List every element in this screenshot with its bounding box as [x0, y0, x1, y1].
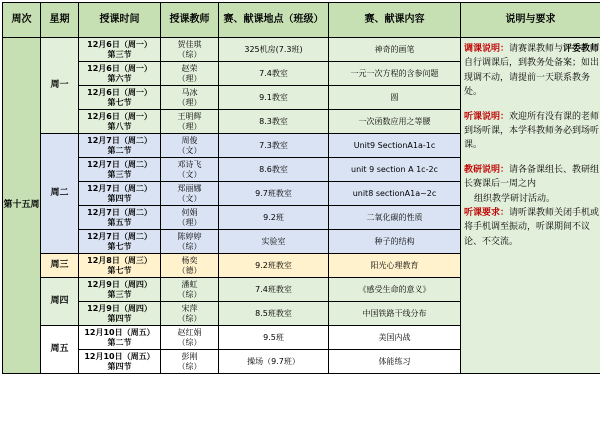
period-text: 第七节	[107, 241, 132, 251]
place-cell: 操场（9.7班）	[219, 350, 329, 374]
content-cell: 二氧化碳的性质	[329, 206, 461, 230]
period-text: 第四节	[107, 193, 132, 203]
note-research	[464, 163, 600, 192]
day-cell-tue: 周二	[41, 134, 79, 254]
content-cell: 一元一次方程的含参问题	[329, 62, 461, 86]
day-cell-mon: 周一	[41, 38, 79, 134]
time-cell	[79, 62, 161, 86]
date-text: 12月7日（周二）	[87, 160, 152, 170]
teacher-subject: （综）	[177, 49, 202, 59]
teacher-cell	[161, 278, 219, 302]
note-transfer-label: 调课说明：	[464, 44, 510, 54]
teacher-name: 王明辉	[177, 112, 202, 122]
note-listen-text: 欢迎所有没有课的老师到场听课，本学科教师务必到场听课。	[464, 111, 600, 151]
date-text: 12月10日（周五）	[84, 352, 155, 362]
teacher-name: 郑丽娜	[177, 184, 202, 194]
date-text: 12月8日（周三）	[87, 256, 152, 266]
teacher-subject: （文）	[177, 145, 202, 155]
day-cell-thu: 周四	[41, 278, 79, 326]
content-cell: 种子的结构	[329, 230, 461, 254]
place-cell: 9.2班	[219, 206, 329, 230]
period-text: 第五节	[107, 217, 132, 227]
teacher-subject: （综）	[177, 313, 202, 323]
teacher-name: 潘虹	[181, 280, 198, 290]
teacher-subject: （德）	[177, 265, 202, 275]
teacher-name: 赵红娟	[177, 328, 202, 338]
note-transfer	[464, 42, 600, 100]
header-place: 赛、献课地点（班级）	[219, 3, 329, 38]
content-cell: 中国铁路干线分布	[329, 302, 461, 326]
teacher-subject: （综）	[177, 289, 202, 299]
teacher-cell	[161, 326, 219, 350]
teacher-subject: （综）	[177, 361, 202, 371]
table-row	[3, 38, 600, 62]
content-cell: 一次函数应用之等腰	[329, 110, 461, 134]
period-text: 第六节	[107, 73, 132, 83]
note-listen	[464, 110, 600, 153]
teacher-name: 邓诗飞	[177, 160, 202, 170]
teacher-name: 赵荣	[181, 64, 198, 74]
teacher-subject: （理）	[177, 97, 202, 107]
place-cell: 9.7班教室	[219, 182, 329, 206]
date-text: 12月9日（周四）	[87, 280, 152, 290]
time-cell	[79, 206, 161, 230]
teacher-name: 贺佳琪	[177, 40, 202, 50]
note-transfer-text-b: 自行调课后，到教务处备案；如出现调不动，请提前一天联系教务处。	[464, 58, 600, 98]
date-text: 12月6日（周一）	[87, 64, 152, 74]
teacher-subject: （文）	[177, 169, 202, 179]
header-notes: 说明与要求	[461, 3, 600, 38]
content-cell: Unit9 SectionA1a-1c	[329, 134, 461, 158]
period-text: 第四节	[107, 361, 132, 371]
header-day: 星期	[41, 3, 79, 38]
header-teacher: 授课教师	[161, 3, 219, 38]
day-cell-fri: 周五	[41, 326, 79, 374]
content-cell: 阳光心理教育	[329, 254, 461, 278]
schedule-table	[2, 2, 600, 374]
place-cell: 8.5班教室	[219, 302, 329, 326]
place-cell: 9.5班	[219, 326, 329, 350]
content-cell: 圆	[329, 86, 461, 110]
period-text: 第四节	[107, 313, 132, 323]
place-cell: 325机房(7.3班)	[219, 38, 329, 62]
teacher-cell	[161, 86, 219, 110]
teacher-cell	[161, 38, 219, 62]
date-text: 12月9日（周四）	[87, 304, 152, 314]
notes-cell	[461, 38, 600, 374]
period-text: 第三节	[107, 289, 132, 299]
header-content: 赛、献课内容	[329, 3, 461, 38]
note-research-cont: 组织教学研讨活动。	[474, 193, 556, 204]
place-cell: 7.4教室	[219, 62, 329, 86]
teacher-subject: （文）	[177, 193, 202, 203]
place-cell: 实验室	[219, 230, 329, 254]
period-text: 第三节	[107, 169, 132, 179]
date-text: 12月10日（周五）	[84, 328, 155, 338]
date-text: 12月7日（周二）	[87, 136, 152, 146]
place-cell: 7.4班教室	[219, 278, 329, 302]
teacher-cell	[161, 134, 219, 158]
note-require-label: 听课要求：	[464, 207, 510, 218]
time-cell	[79, 230, 161, 254]
date-text: 12月6日（周一）	[87, 40, 152, 50]
period-text: 第七节	[107, 265, 132, 275]
content-cell: 体能练习	[329, 350, 461, 374]
note-require	[464, 206, 600, 249]
period-text: 第二节	[107, 337, 132, 347]
date-text: 12月7日（周二）	[87, 208, 152, 218]
teacher-name: 宋萍	[181, 304, 198, 314]
date-text: 12月6日（周一）	[87, 112, 152, 122]
note-research-label: 教研说明：	[464, 164, 510, 175]
content-cell: 神奇的画笔	[329, 38, 461, 62]
note-research-text-a: 请各备课组长、教研组长赛课后一周之内	[464, 164, 600, 190]
day-cell-wed: 周三	[41, 254, 79, 278]
teacher-subject: （理）	[177, 73, 202, 83]
content-cell: 美国内战	[329, 326, 461, 350]
period-text: 第七节	[107, 97, 132, 107]
time-cell	[79, 182, 161, 206]
time-cell	[79, 38, 161, 62]
content-cell: 《感受生命的意义》	[329, 278, 461, 302]
date-text: 12月7日（周二）	[87, 184, 152, 194]
teacher-cell	[161, 350, 219, 374]
period-text: 第八节	[107, 121, 132, 131]
teacher-cell	[161, 158, 219, 182]
teacher-subject: （理）	[177, 217, 202, 227]
date-text: 12月7日（周二）	[87, 232, 152, 242]
teacher-name: 彭刚	[181, 352, 198, 362]
content-cell: unit 9 section A 1c-2c	[329, 158, 461, 182]
place-cell: 9.1教室	[219, 86, 329, 110]
teacher-subject: （综）	[177, 337, 202, 347]
time-cell	[79, 254, 161, 278]
teacher-cell	[161, 206, 219, 230]
period-text: 第二节	[107, 145, 132, 155]
note-require-text: 请听课教师关闭手机或将手机调至振动，听课期间不议论、不交流。	[464, 207, 600, 247]
date-text: 12月6日（周一）	[87, 88, 152, 98]
teacher-cell	[161, 254, 219, 278]
time-cell	[79, 158, 161, 182]
content-cell: unit8 sectionA1a~2c	[329, 182, 461, 206]
place-cell: 9.2班教室	[219, 254, 329, 278]
period-text: 第三节	[107, 49, 132, 59]
time-cell	[79, 350, 161, 374]
header-week: 周次	[3, 3, 41, 38]
teacher-cell	[161, 302, 219, 326]
teacher-name: 周俊	[181, 136, 198, 146]
time-cell	[79, 302, 161, 326]
note-listen-label: 听课说明：	[464, 111, 510, 122]
teacher-cell	[161, 182, 219, 206]
place-cell: 8.6教室	[219, 158, 329, 182]
teacher-subject: （理）	[177, 121, 202, 131]
teacher-name: 马冰	[181, 88, 198, 98]
teacher-cell	[161, 110, 219, 134]
note-transfer-bold: 评委教师	[563, 44, 600, 54]
teacher-subject: （综）	[177, 241, 202, 251]
time-cell	[79, 86, 161, 110]
teacher-cell	[161, 62, 219, 86]
time-cell	[79, 134, 161, 158]
week-cell: 第十五周	[3, 38, 41, 374]
place-cell: 7.3教室	[219, 134, 329, 158]
time-cell	[79, 110, 161, 134]
time-cell	[79, 278, 161, 302]
note-transfer-text-a: 请赛课教师与	[509, 44, 564, 54]
header-time: 授课时间	[79, 3, 161, 38]
teacher-name: 陈婷婷	[177, 232, 202, 242]
header-row	[3, 3, 600, 38]
teacher-name: 何娟	[181, 208, 198, 218]
teacher-cell	[161, 230, 219, 254]
place-cell: 8.3教室	[219, 110, 329, 134]
teacher-name: 杨奕	[181, 256, 198, 266]
time-cell	[79, 326, 161, 350]
